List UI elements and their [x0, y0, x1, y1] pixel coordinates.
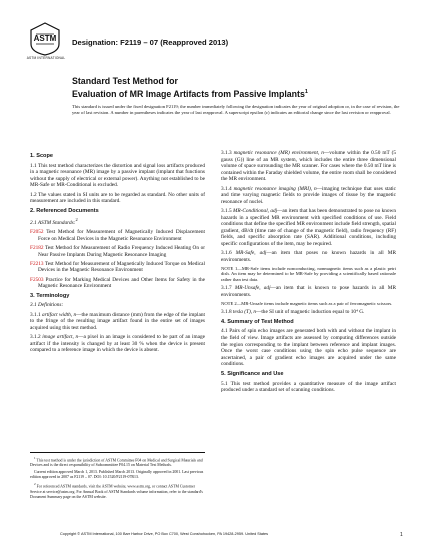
- footnotes: [30, 452, 205, 502]
- note-1: NOTE 1—MR-Safe items include nonconducting, nonmagnetic items such as a plastic petri dish. An item may be determined to be MR-Safe by providing a scientifically based rationale rather than test data.: [221, 265, 396, 283]
- title-line-2: Evaluation of MR Image Artifacts from Passive Implants$^1$: [72, 88, 308, 99]
- issuance-notice: This standard is issued under the fixed designation F2119; the number immediately following the designation indicates the year of original adoption or, in the case of revision, the year of last revision. A number in parentheses indicates the year of last reapproval. A superscript epsilon (ε) indicates an editorial change since the last revision or reapproval.: [72, 104, 400, 115]
- copyright-footer: Copyright © ASTM International, 100 Barr Harbor Drive, PO Box C700, West Conshohocken, PA 19428-2959. United States: [60, 532, 269, 536]
- def-mri: 3.1.4 magnetic resonance imaging (MRI), n—imaging technique that uses static and time varying magnetic fields to provide images of tissue by the magnetic resonance of nuclei.: [221, 185, 397, 205]
- para-1-1: 1.1 This test method characterizes the distortion and signal loss artifacts produced in a magnetic resonance (MR) image by a passive implant (implant that functions without the supply of electrical or external power). Anything not established to be MR-Safe or MR-Conditional is excluded.: [30, 162, 205, 189]
- designation: Designation: F2119 – 07 (Reapproved 2013): [72, 38, 229, 47]
- astm-logo: [30, 22, 60, 56]
- def-mr-conditional: 3.1.5 MR-Conditional, adj—an item that has been demonstrated to pose no known hazards in a specified MR environment with specified conditions of use. Field conditions that define the specified MR environment include field strength, spatial gradient, dB/dt (time rate of change of the magnetic field), radio frequency (RF) fields, and specific absorption rate (SAR). Additional conditions, including specific configurations of the item, may be required.: [221, 207, 397, 247]
- section-4-title: 4. Summary of Test Method: [221, 318, 294, 325]
- reference-item: F2052 Test Method for Measurement of Magnetically Induced Displacement Force on Medical Devices in the Magnetic Resonance Environment: [30, 229, 205, 242]
- para-1-2: 1.2 The values stated in SI units are to be regarded as standard. No other units of measurement are included in this standard.: [30, 191, 205, 205]
- left-column: [30, 150, 205, 356]
- reference-list: [30, 229, 205, 290]
- page-number: 1: [400, 532, 403, 538]
- para-2-1: 2.1 ASTM Standards:$^2$: [30, 217, 78, 227]
- def-mr-unsafe: 3.1.7 MR-Unsafe, adj—an item that is known to pose hazards in all MR environments.: [221, 285, 396, 298]
- section-5-title: 5. Significance and Use: [221, 370, 284, 377]
- logo-caption: ASTM INTERNATIONAL: [26, 56, 66, 60]
- def-artifact-width: 3.1.1 artifact width, n—the maximum distance (mm) from the edge of the implant to the fringe of the resulting image artifact found in the entire set of images acquired using this test method.: [30, 311, 205, 331]
- svg-text:ASTM: ASTM: [33, 34, 57, 43]
- note-2: NOTE 2—MR-Unsafe items include magnetic items such as a pair of ferromagnetic scissors.: [221, 301, 393, 307]
- section-3-title: 3. Terminology: [30, 292, 70, 299]
- right-column: [221, 150, 396, 396]
- reference-item: F2503 Practice for Marking Medical Devices and Other Items for Safety in the Magnetic Resonance Environment: [30, 276, 205, 290]
- reference-item: F2213 Test Method for Measurement of Magnetically Induced Torque on Medical Devices in the Magnetic Resonance Environment: [30, 260, 205, 274]
- reference-link[interactable]: F2052: [30, 229, 44, 236]
- section-2-title: 2. Referenced Documents: [30, 207, 99, 214]
- def-mr-environment: 3.1.3 magnetic resonance (MR) environment, n—volume within the 0.50 mT (5 gauss (G)) line of an MR system, which includes the entire three dimensional volume of space surrounding the MR scanner. For cases where the 0.50 mT line is contained within the Faraday shielded volume, the entire room shall be considered the MR environment.: [221, 150, 396, 183]
- reference-link[interactable]: F2182: [30, 245, 44, 252]
- footnote-1-edition: Current edition approved March 1, 2013. Published March 2013. Originally approved in 2001. Last previous edition approved in 2007 as F2119 – 07. DOI: 10.1520/F2119-07R13.: [30, 470, 204, 480]
- title-line-1: Standard Test Method for: [72, 76, 178, 86]
- para-3-1: 3.1 Definitions:: [30, 302, 64, 309]
- reference-link[interactable]: F2213: [30, 260, 44, 267]
- footnote-2: $^2$ For referenced ASTM standards, visit the ASTM website, www.astm.org, or contact ASTM Customer Service at service@astm.org. For Annual Book of ASTM Standards volume information, refer to the standard's Document Summary page on the ASTM website.: [30, 482, 203, 499]
- document-title: [72, 76, 402, 100]
- footnote-1: $^1$ This test method is under the jurisdiction of ASTM Committee F04 on Medical and Surgical Materials and Devices and is the direct responsibility of Subcommittee F04.15 on Material Test Methods.: [30, 456, 203, 468]
- para-5-1: 5.1 This test method provides a quantitative measure of the image artifact produced under a standard set of scanning conditions.: [221, 380, 396, 394]
- reference-link[interactable]: F2503: [30, 276, 44, 283]
- def-tesla: 3.1.8 tesla (T), n—the SI unit of magnetic induction equal to 10⁴ G.: [221, 309, 365, 316]
- def-mr-safe: 3.1.6 MR-Safe, adj—an item that poses no known hazards in all MR environments.: [221, 250, 397, 263]
- section-1-title: 1. Scope: [30, 153, 54, 159]
- def-image-artifact: 3.1.2 image artifact, n—a pixel in an image is considered to be part of an image artifact if the intensity is changed by at least 30 % when the device is present compared to a reference image in which the device is absent.: [30, 333, 205, 354]
- para-4-1: 4.1 Pairs of spin echo images are generated both with and without the implant in the field of view. Image artifacts are assessed by computing differences outside the region corresponding to the implant between reference and implant images. Once the worst case conditions using the spin echo pulse sequence are ascertained, a pair of gradient echo images are acquired under the same conditions.: [221, 328, 396, 368]
- reference-item: F2182 Test Method for Measurement of Radio Frequency Induced Heating On or Near Passive Implants During Magnetic Resonance Imaging: [30, 245, 205, 258]
